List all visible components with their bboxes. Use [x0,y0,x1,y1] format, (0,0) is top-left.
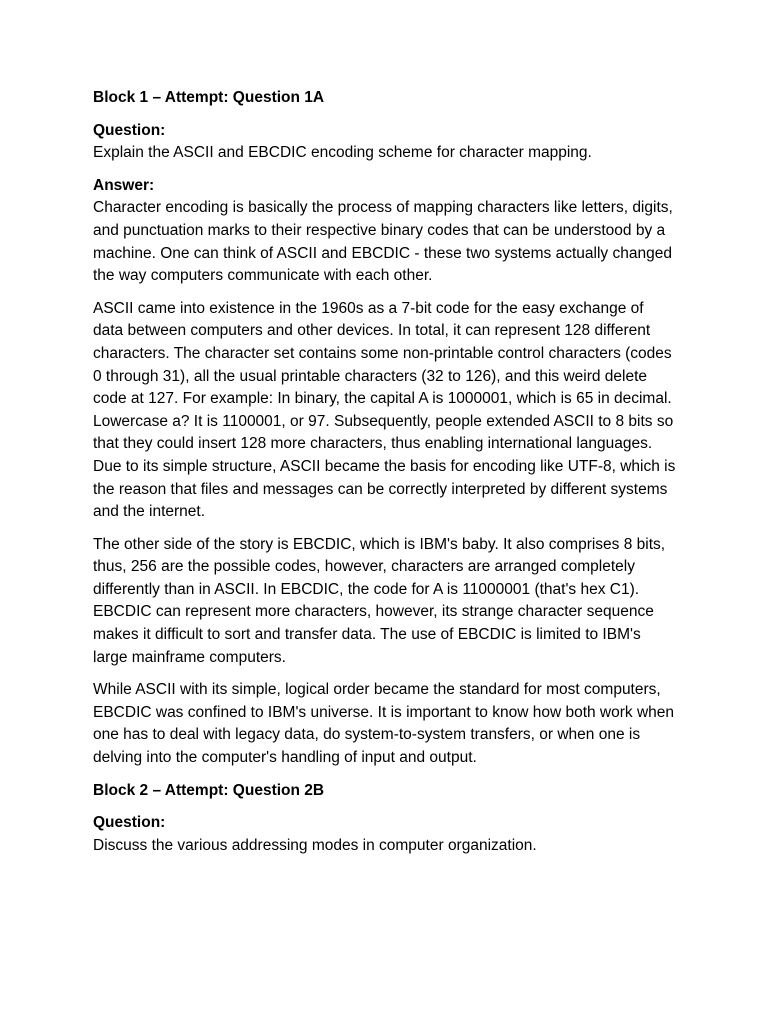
block-2-question [93,812,678,857]
question-label: Question: [93,121,166,139]
answer-paragraph: Character encoding is basically the process of mapping characters like letters, digits, and punctuation marks to their respective binary codes that can be understood by a machine. One can think of ASCII and EBCDIC - these two systems actually changed the way computers communicate with each other. [93,199,673,285]
answer-paragraph: ASCII came into existence in the 1960s as a 7-bit code for the easy exchange of data between computers and other devices. In total, it can represent 128 different characters. The character set contains some non-printable control characters (codes 0 through 31), all the usual printable characters (32 to 126), and this weird delete code at 127. For example: In binary, the capital A is 1000001, which is 65 in decimal. Lowercase a? It is 1100001, or 97. Subsequently, people extended ASCII to 8 bits so that they could insert 128 more characters, thus enabling international languages. Due to its simple structure, ASCII became the basis for encoding like UTF-8, which is the reason that files and messages can be correctly interpreted by different systems and the internet. [93,299,676,521]
document-page [93,87,678,867]
question-text: Discuss the various addressing modes in computer organization. [93,836,537,854]
block-2-heading: Block 2 – Attempt: Question 2B [93,781,325,799]
block-1-question [93,120,678,165]
block-1-heading: Block 1 – Attempt: Question 1A [93,89,325,106]
question-label: Question: [93,814,166,832]
answer-paragraph: While ASCII with its simple, logical order became the standard for most computers, EBCDIC was confined to IBM's universe. It is important to know how both work when one has to deal with legacy data, do system-to-system transfers, or when one is delving into the computer's handling of input and output. [93,681,675,767]
answer-label: Answer: [93,176,155,194]
answer-paragraph: The other side of the story is EBCDIC, which is IBM's baby. It also comprises 8 bits, thus, 256 are the possible codes, however, characters are arranged completely differently than in ASCII. In EBCDIC, the code for A is 11000001 (that's hex C1). EBCDIC can represent more characters, however, its strange character sequence makes it difficult to sort and transfer data. The use of EBCDIC is limited to IBM's large mainframe computers. [93,535,666,666]
block-1-answer [93,175,678,288]
question-text: Explain the ASCII and EBCDIC encoding scheme for character mapping. [93,144,592,162]
